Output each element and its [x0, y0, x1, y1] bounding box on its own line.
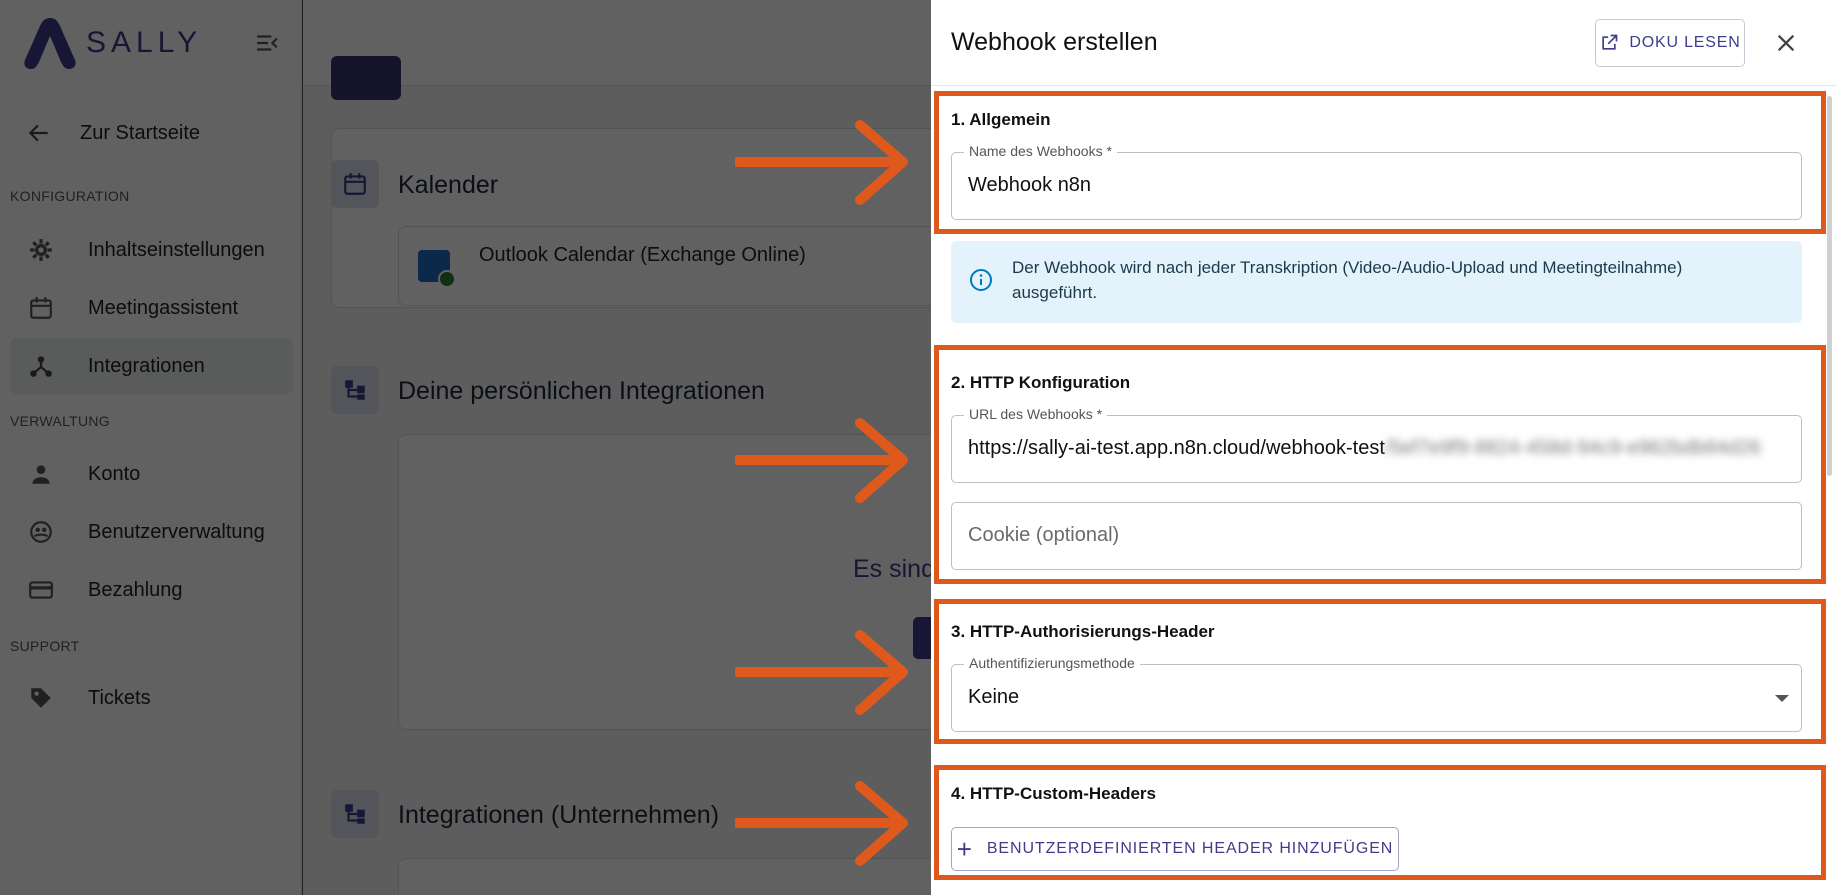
close-icon[interactable] [1771, 28, 1801, 58]
external-link-icon [1599, 33, 1619, 53]
highlight-box-step4 [934, 765, 1826, 880]
webhook-url-label: URL des Webhooks * [964, 406, 1107, 422]
add-custom-header-label: BENUTZERDEFINIERTEN HEADER HINZUFÜGEN [986, 840, 1394, 857]
webhook-url-visible: https://sally-ai-test.app.n8n.cloud/webhook-test [968, 437, 1385, 459]
drawer-header [931, 0, 1836, 86]
arrow-right-icon [735, 630, 915, 715]
highlight-box-step3 [934, 599, 1826, 744]
arrow-right-icon [735, 418, 915, 503]
drawer-title: Webhook erstellen [951, 28, 1158, 56]
read-docs-label: DOKU LESEN [1629, 34, 1741, 51]
arrow-right-icon [735, 120, 915, 205]
auth-method-value: Keine [968, 686, 1020, 708]
read-docs-button[interactable] [1595, 19, 1745, 67]
drawer-scrollbar[interactable] [1827, 96, 1832, 476]
info-text: Der Webhook wird nach jeder Transkription (Video-/Audio-Upload und Meetingteilnahme) ausgeführt. [1012, 258, 1683, 302]
webhook-name-label: Name des Webhooks * [964, 143, 1117, 159]
cookie-placeholder: Cookie (optional) [968, 524, 1120, 546]
info-icon [969, 268, 993, 292]
step2-title: 2. HTTP Konfiguration [951, 373, 1131, 392]
step1-title: 1. Allgemein [951, 110, 1051, 129]
highlight-box-step1 [934, 91, 1826, 234]
step4-title: 4. HTTP-Custom-Headers [951, 784, 1156, 803]
auth-method-label: Authentifizierungsmethode [964, 655, 1140, 671]
step3-title: 3. HTTP-Authorisierungs-Header [951, 622, 1215, 641]
plus-icon: + [956, 834, 973, 864]
webhook-name-value: Webhook n8n [968, 174, 1092, 196]
webhook-url-blurred: /5ef7e9f9-8824-458d-94c9-e962bdb84d26 [1384, 437, 1761, 459]
arrow-right-icon [735, 781, 915, 866]
highlight-box-step2 [934, 345, 1826, 584]
info-alert [951, 241, 1802, 323]
